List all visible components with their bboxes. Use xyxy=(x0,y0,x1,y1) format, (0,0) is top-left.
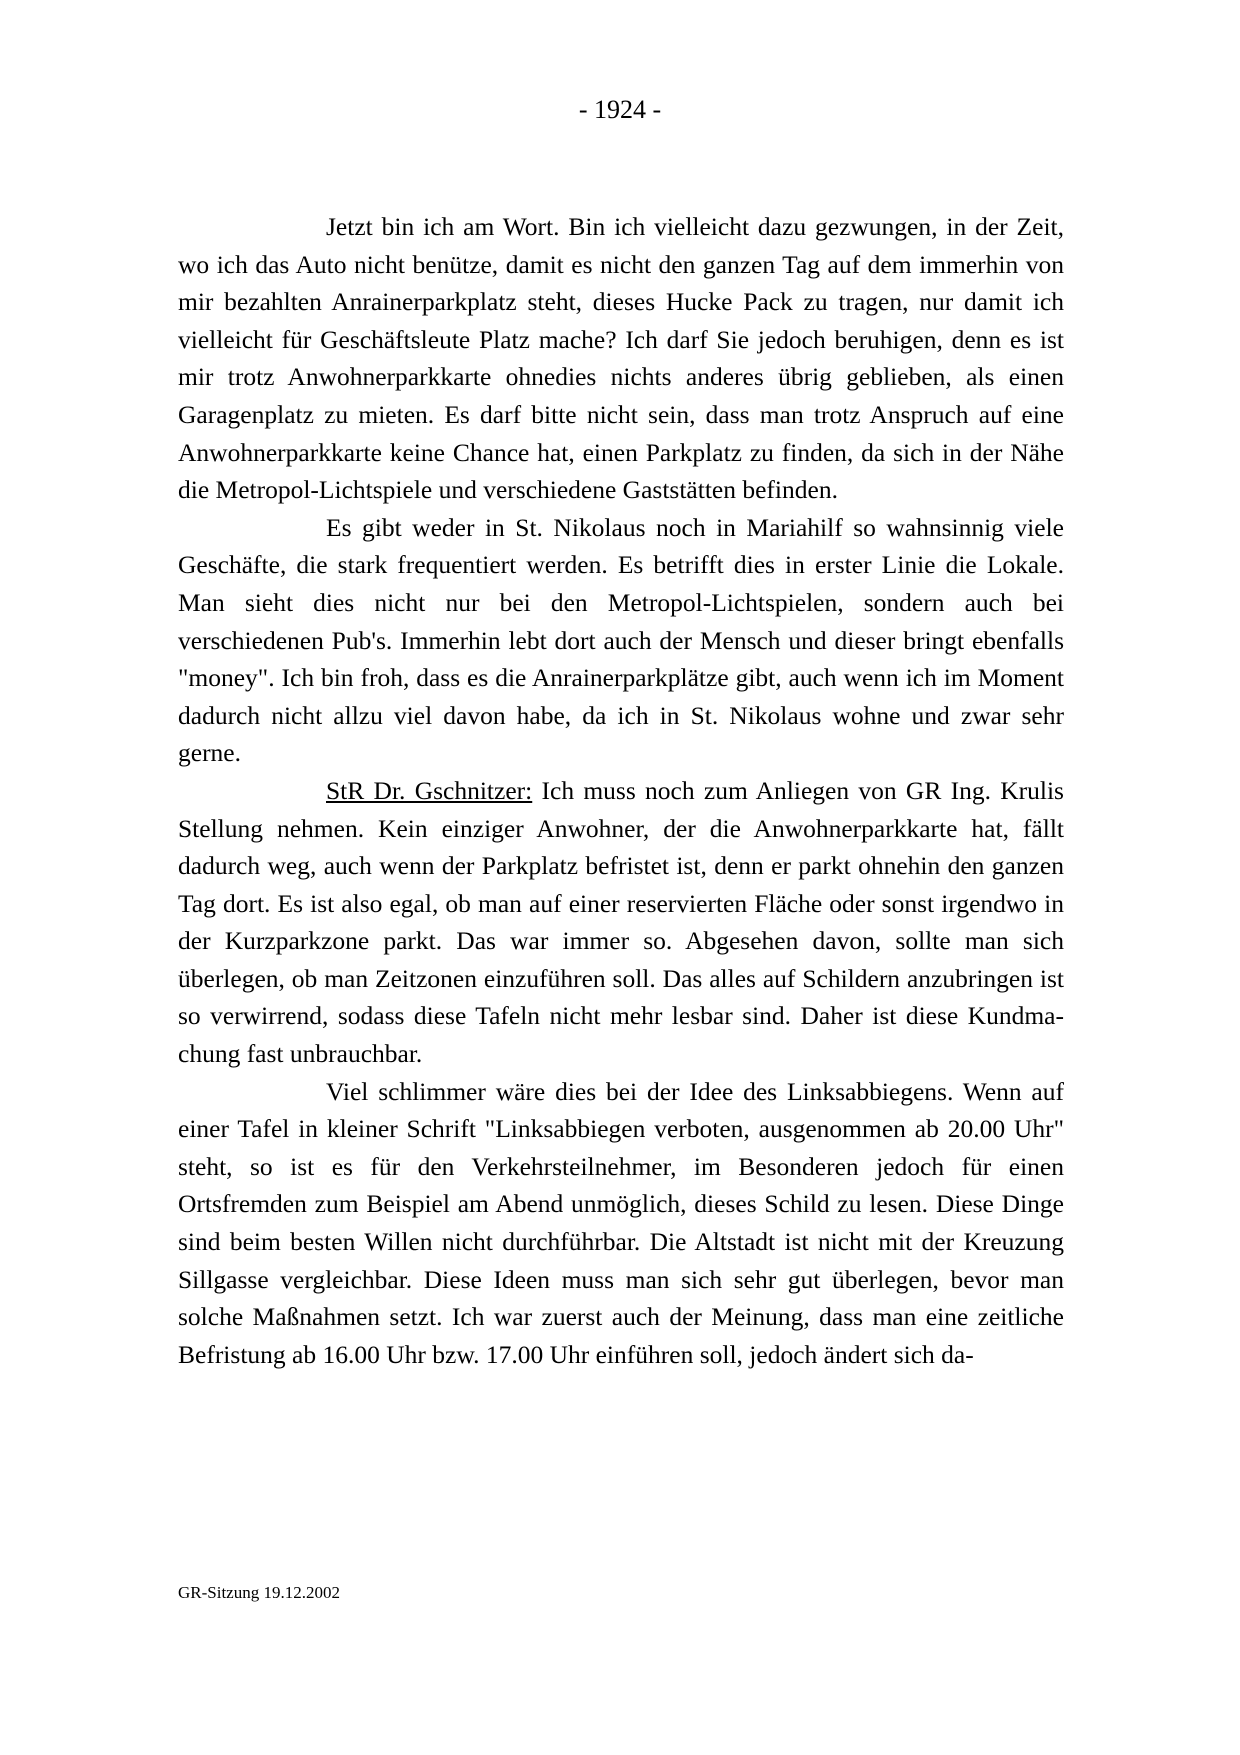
paragraph-text: Jetzt bin ich am Wort. Bin ich vielleicht dazu gezwungen, in der Zeit, wo ich das Auto nicht benütze, damit es nicht den ganzen Tag auf dem immerhin von mir bezahlten Anrainerparkplatz steht, dieses Hucke Pack zu tragen, nur damit ich vielleicht für Geschäftsleute Platz mache? Ich darf Sie jedoch beruhigen, denn es ist mir trotz Anwohnerparkkarte ohnedies nichts anderes übrig geblieben, als einen Garagenplatz zu mieten. Es darf bitte nicht sein, dass man trotz Anspruch auf eine Anwohnerparkkarte keine Chance hat, einen Parkplatz zu finden, da sich in der Nähe die Metropol-Lichtspiele und verschiedene Gaststätten befinden. xyxy=(178,212,1064,505)
speaker-name: StR Dr. Gschnitzer: xyxy=(326,775,533,805)
paragraph-1 xyxy=(178,208,1064,509)
paragraph-4 xyxy=(178,1073,1064,1374)
paragraph-2 xyxy=(178,509,1064,772)
paragraph-3 xyxy=(178,772,1064,1073)
document-body xyxy=(178,208,1064,1373)
footer-session-date: GR-Sitzung 19.12.2002 xyxy=(178,1583,340,1602)
paragraph-text: Ich muss noch zum Anliegen von GR Ing. Krulis Stellung nehmen. Kein einziger Anwohner, der die Anwohnerparkkarte hat, fällt dadurch weg, auch wenn der Parkplatz befristet ist, denn er parkt ohnehin den ganzen Tag dort. Es ist also egal, ob man auf einer reservierten Fläche oder sonst irgendwo in der Kurzparkzone parkt. Das war immer so. Abgesehen davon, sollte man sich überlegen, ob man Zeitzonen einzuführen soll. Das alles auf Schildern anzubringen ist so verwirrend, sodass diese Tafeln nicht mehr lesbar sind. Daher ist diese Kundmachung fast unbrauchbar. xyxy=(178,775,1064,1069)
page-number: - 1924 - xyxy=(578,95,662,124)
paragraph-text: Es gibt weder in St. Nikolaus noch in Mariahilf so wahnsinnig viele Geschäfte, die stark frequentiert werden. Es betrifft dies in erster Linie die Lokale. Man sieht dies nicht nur bei den Metropol-Lichtspielen, sondern auch bei verschiedenen Pub's. Immerhin lebt dort auch der Mensch und dieser bringt ebenfalls "money". Ich bin froh, dass es die Anrainerparkplätze gibt, auch wenn ich im Moment dadurch nicht allzu viel davon habe, da ich in St. Nikolaus wohne und zwar sehr gerne. xyxy=(178,512,1064,768)
paragraph-text: Viel schlimmer wäre dies bei der Idee des Linksabbiegens. Wenn auf einer Tafel in kleiner Schrift "Linksabbiegen verboten, ausgenommen ab 20.00 Uhr" steht, so ist es für den Verkehrsteilnehmer, im Besonderen jedoch für einen Ortsfremden zum Beispiel am Abend unmöglich, dieses Schild zu lesen. Diese Dinge sind beim besten Willen nicht durchführbar. Die Altstadt ist nicht mit der Kreuzung Sillgasse vergleichbar. Diese Ideen muss man sich sehr gut überlegen, bevor man solche Maßnahmen setzt. Ich war zuerst auch der Meinung, dass man eine zeitliche Befristung ab 16.00 Uhr bzw. 17.00 Uhr einführen soll, jedoch ändert sich da- xyxy=(178,1076,1064,1369)
